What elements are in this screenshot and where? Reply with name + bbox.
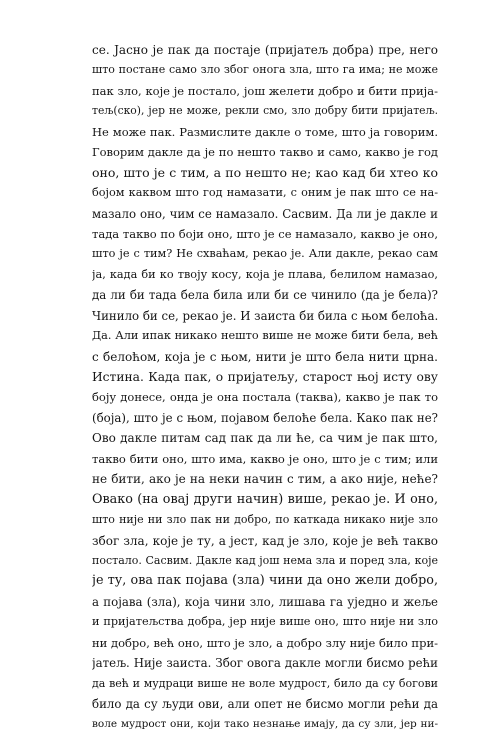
text-line: Чинило би се, рекао је. И заиста би била с њом белоћа. bbox=[92, 308, 438, 323]
text-line: Говорим дакле да је по нешто такво и само, какво је год bbox=[92, 145, 438, 160]
text-line: Да. Али ипак никако нешто више не може бити бела, већ bbox=[92, 329, 438, 343]
text-line: (боја), што је с њом, појавом белоће бела. Како пак не? bbox=[92, 410, 438, 425]
text-line: се. Јасно је пак да постаје (пријатељ добра) пре, него bbox=[92, 43, 438, 57]
text-line: да већ и мудраци више не воле мудрост, било да су богови bbox=[92, 676, 438, 690]
text-line: оно, што је с тим, а по нешто не; као кад би хтео ко bbox=[92, 164, 438, 180]
text-line: што није ни зло пак ни добро, по каткада никако није зло bbox=[92, 513, 438, 527]
text-line: што је с тим? Не схваћам, рекао је. Али дакле, рекао сам bbox=[92, 247, 438, 261]
text-line: боју донесе, онда је она постала (таква), какво је пак то bbox=[92, 390, 438, 405]
text-line: воле мудрост они, који тако незнање имају, да су зли, јер ни- bbox=[92, 718, 438, 731]
text-line: ја, када би ко твоју косу, која је плава, белилом намазао, bbox=[92, 267, 438, 281]
text-line: ни добро, већ оно, што је зло, а добро злу није било при- bbox=[92, 635, 438, 650]
text-line: и пријатељства добра, јер није више оно, што није ни зло bbox=[92, 615, 438, 629]
text-line: због зла, које је ту, а јест, кад је зло, које је већ такво bbox=[92, 533, 438, 548]
body-text bbox=[92, 40, 438, 735]
text-line: Истина. Када пак, о пријатељу, старост њој исту ову bbox=[92, 370, 438, 384]
text-line: тељ(ско), јер не може, рекли смо, зло добру бити пријатељ. bbox=[92, 104, 438, 118]
text-line: што постане само зло због оногa зла, што га има; не може bbox=[92, 63, 438, 77]
text-line: Не може пак. Размислите дакле о томе, што ја говорим. bbox=[92, 124, 438, 139]
text-line: Ово дакле питам сад пак да ли ће, са чим је пак што, bbox=[92, 431, 438, 446]
text-line: не бити, ако је на неки начин с тим, а ако није, нећe? bbox=[92, 472, 438, 487]
text-line: било да су људи ови, али опет не бисмо могли рећи да bbox=[92, 697, 438, 711]
text-line: Овако (на овај други начин) више, рекао је. И оно, bbox=[92, 491, 438, 507]
text-line: постало. Сасвим. Дакле кад још нема зла и поред зла, које bbox=[92, 553, 438, 567]
text-line: тада такво по боји оно, што је се намазало, какво је оно, bbox=[92, 226, 438, 241]
text-line: је ту, ова пак појава (зла) чини да оно жели добро, bbox=[92, 573, 438, 589]
text-line: јатељ. Није заиста. Због овога дакле могли бисмо рећи bbox=[92, 656, 438, 671]
text-line: да ли би тада бела била или би се чинило (да је бела)? bbox=[92, 288, 438, 303]
text-line: с белоћом, која је с њом, нити је што бела нити црна. bbox=[92, 349, 438, 364]
text-line: пак зло, које је постало, још желети добро и бити прија- bbox=[92, 83, 438, 98]
text-line: мазало оно, чим се намазало. Сасвим. Да ли је дакле и bbox=[92, 206, 438, 221]
text-line: такво бити оно, што има, какво је оно, што је с тим; или bbox=[92, 451, 438, 466]
text-line: а појава (зла), која чини зло, лишава га уједно и жеље bbox=[92, 594, 438, 609]
text-line: бојом каквом што год намазати, с оним је пак што се на- bbox=[92, 186, 438, 200]
